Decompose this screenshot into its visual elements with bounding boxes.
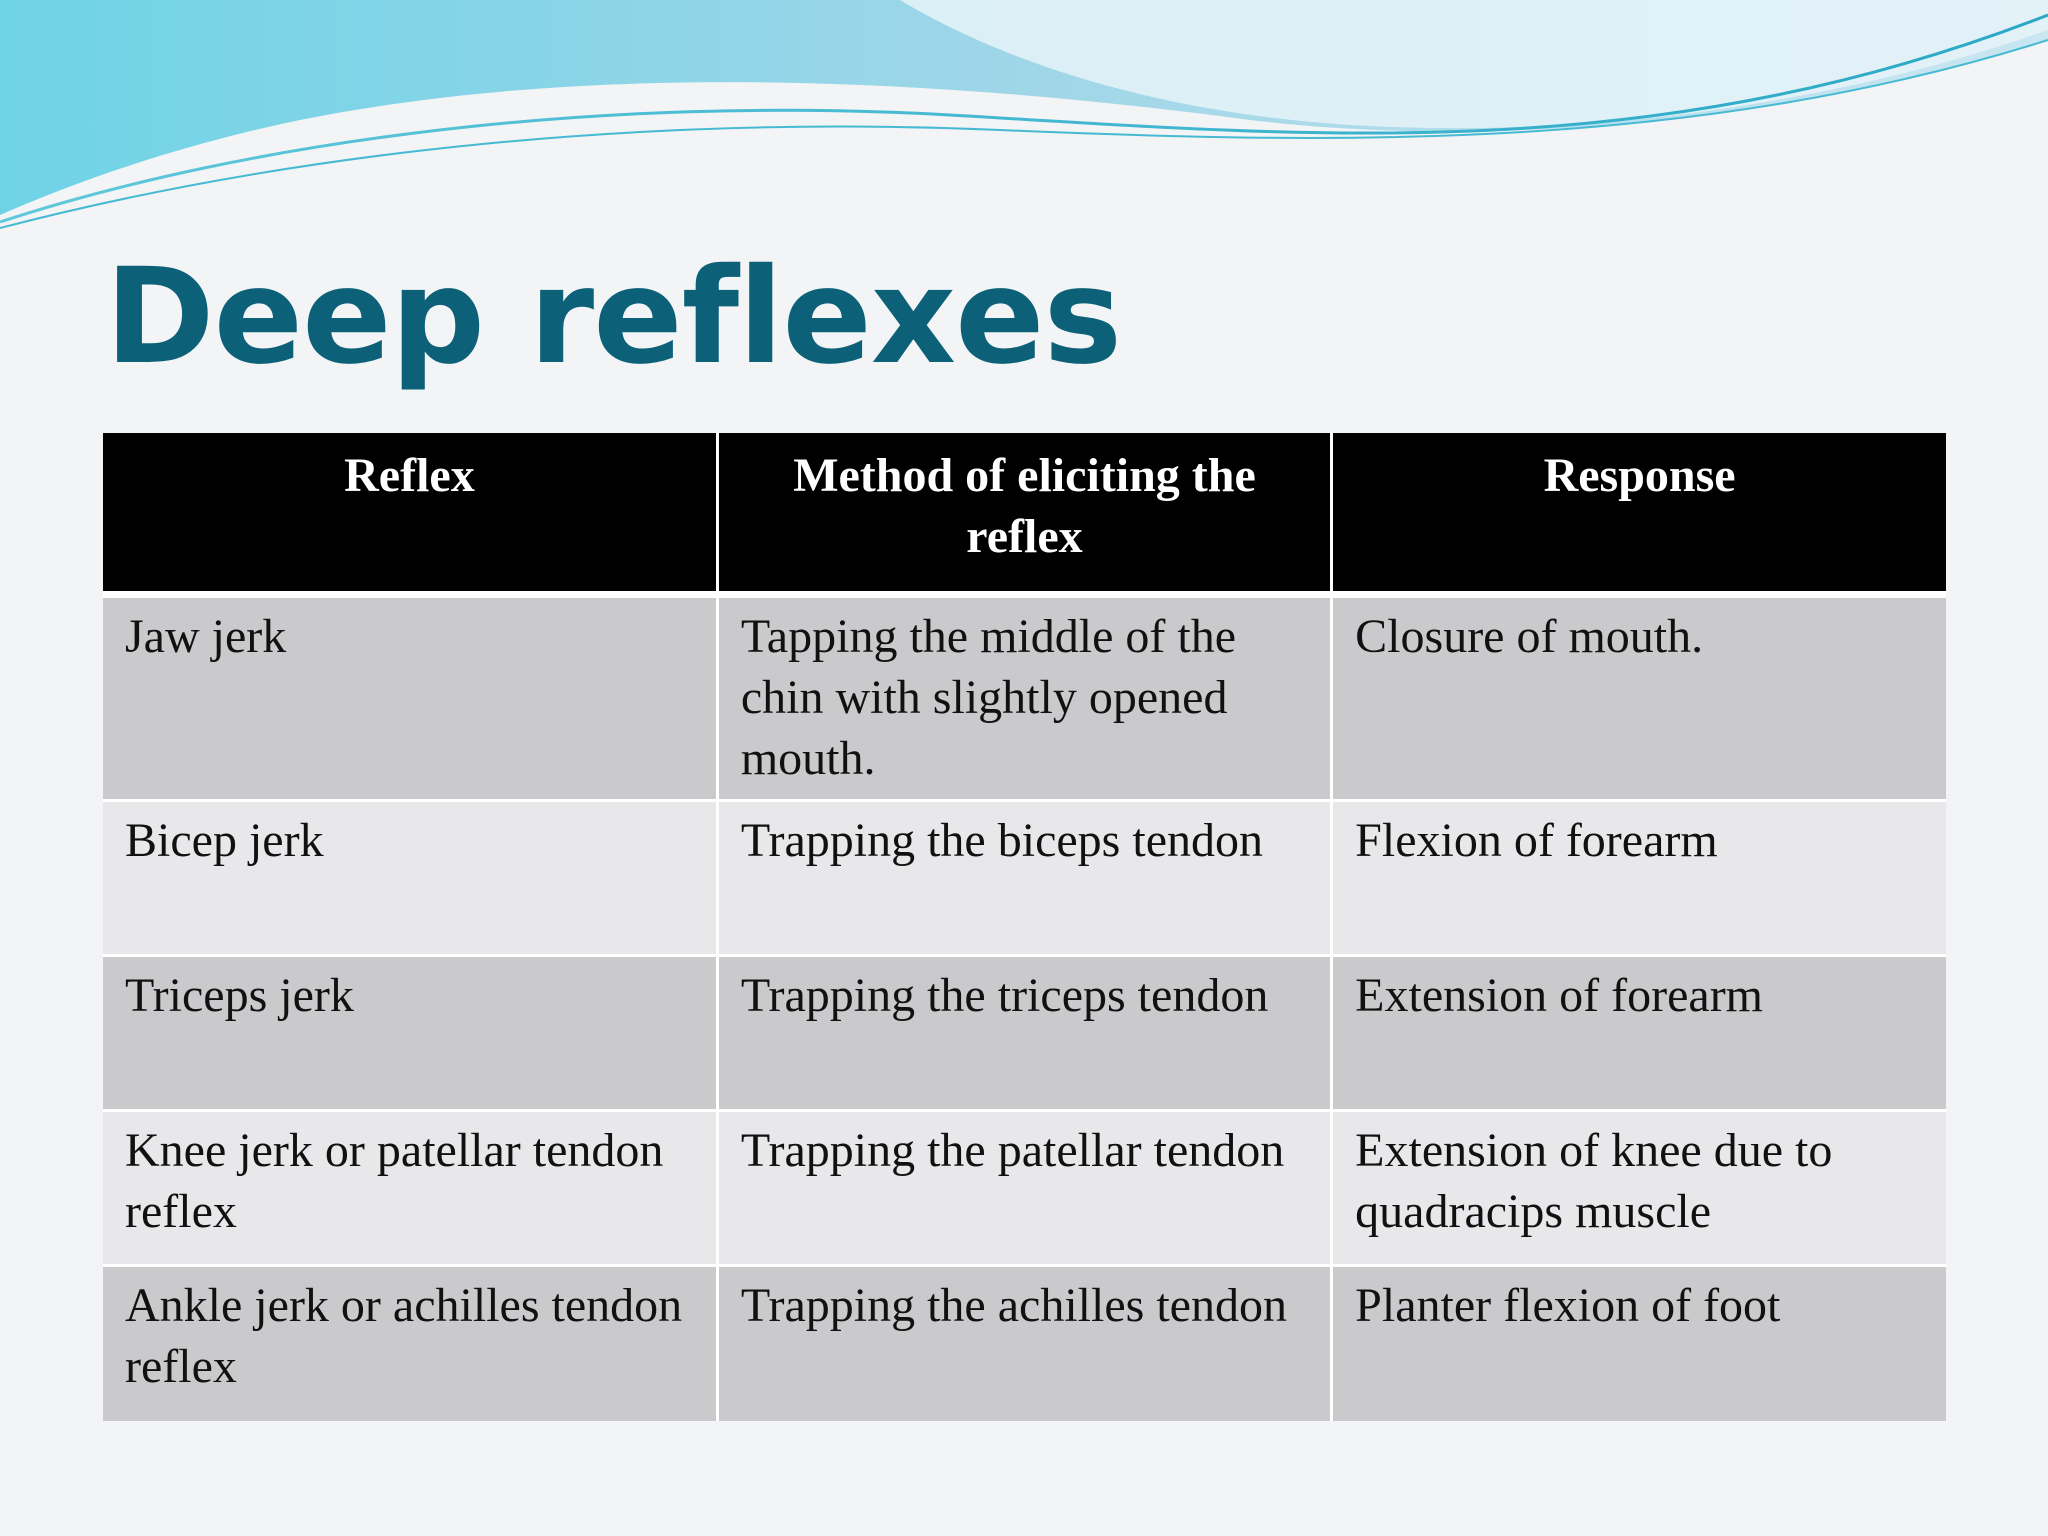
cell-reflex: Knee jerk or patellar tendon reflex [103, 1111, 717, 1266]
cell-response: Flexion of forearm [1332, 801, 1946, 956]
table-row [103, 801, 1946, 956]
cell-response: Extension of forearm [1332, 956, 1946, 1111]
cell-method: Trapping the achilles tendon [717, 1266, 1331, 1421]
reflex-table [103, 433, 1946, 1421]
column-header-reflex: Reflex [103, 433, 717, 595]
table-row [103, 1111, 1946, 1266]
table-header-row [103, 433, 1946, 595]
column-header-method: Method of eliciting the reflex [717, 433, 1331, 595]
cell-method: Trapping the triceps tendon [717, 956, 1331, 1111]
slide-title: Deep reflexes [105, 240, 1122, 394]
header-wave-decoration [0, 0, 2048, 240]
cell-reflex: Ankle jerk or achilles tendon reflex [103, 1266, 717, 1421]
cell-method: Tapping the middle of the chin with slightly opened mouth. [717, 595, 1331, 801]
cell-reflex: Jaw jerk [103, 595, 717, 801]
cell-method: Trapping the biceps tendon [717, 801, 1331, 956]
table-row [103, 956, 1946, 1111]
table-row [103, 595, 1946, 801]
cell-response: Planter flexion of foot [1332, 1266, 1946, 1421]
cell-response: Extension of knee due to quadracips muscle [1332, 1111, 1946, 1266]
cell-reflex: Triceps jerk [103, 956, 717, 1111]
column-header-response: Response [1332, 433, 1946, 595]
table-row [103, 1266, 1946, 1421]
cell-response: Closure of mouth. [1332, 595, 1946, 801]
cell-reflex: Bicep jerk [103, 801, 717, 956]
cell-method: Trapping the patellar tendon [717, 1111, 1331, 1266]
